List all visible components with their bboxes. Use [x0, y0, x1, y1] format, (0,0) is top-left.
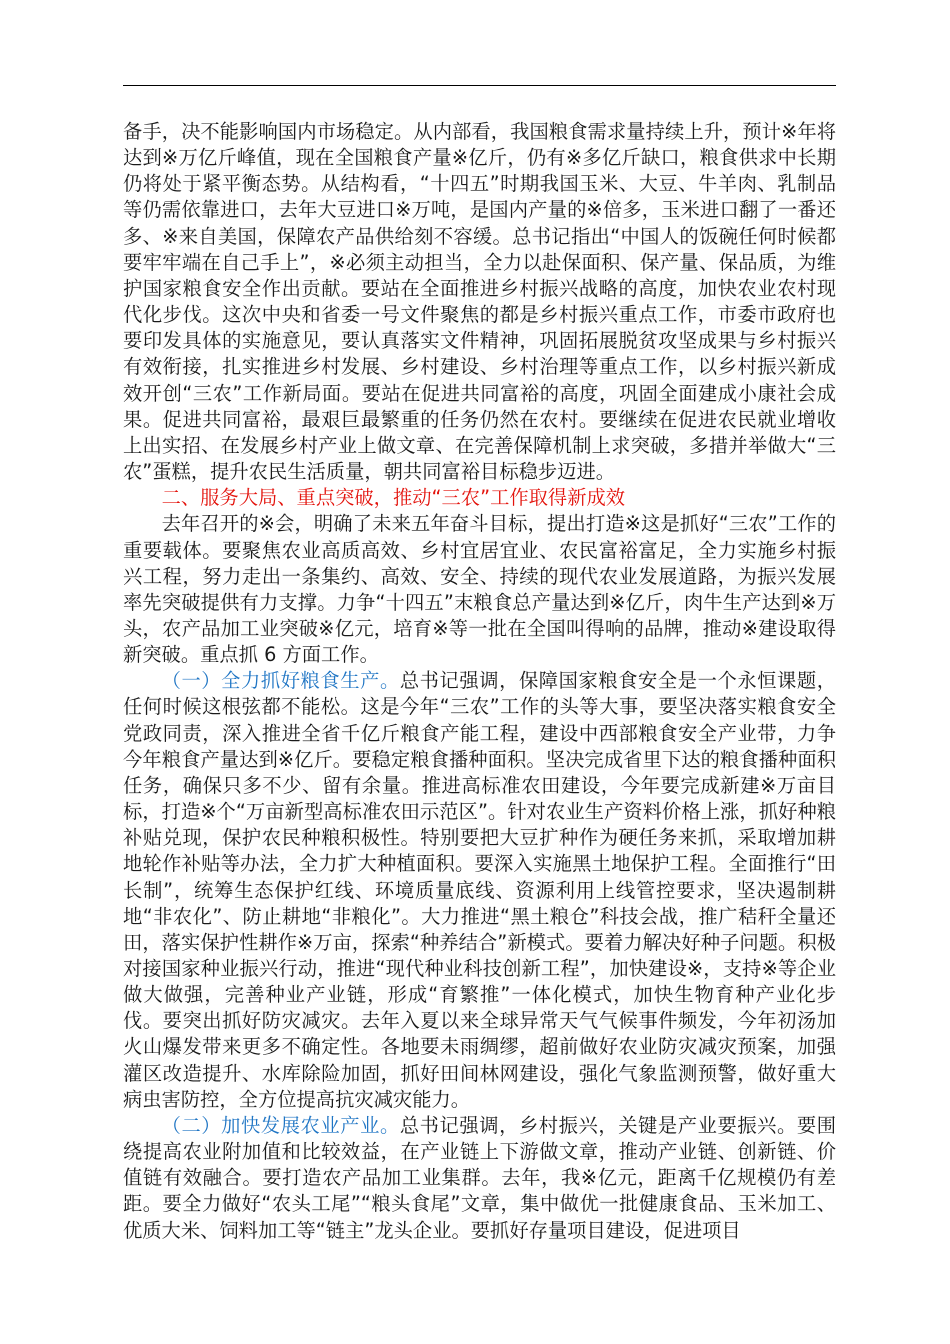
document-body: [123, 119, 836, 1244]
subsection-2: [123, 1113, 836, 1244]
subsection-1-body: 总书记强调，保障国家粮食安全是一个永恒课题，任何时候这根弦都不能松。这是今年“三农”工作的头等大事，要坚决落实粮食安全党政同责，深入推进全省千亿斤粮食产能工程，建设中西部粮食安全产业带，力争今年粮食产量达到※亿斤。要稳定粮食播种面积。坚决完成省里下达的粮食播种面积任务，确保只多不少、留有余量。推进高标准农田建设，今年要完成新建※万亩目标，打造※个“万亩新型高标准农田示范区”。针对农业生产资料价格上涨，抓好种粮补贴兑现，保护农民种粮积极性。特别要把大豆扩种作为硬任务来抓，采取增加耕地轮作补贴等办法，全力扩大种植面积。要深入实施黑土地保护工程。全面推行“田长制”，统筹生态保护红线、环境质量底线、资源利用上线管控要求，坚决遏制耕地“非农化”、防止耕地“非粮化”。大力推进“黑土粮仓”科技会战，推广秸秆全量还田，落实保护性耕作※万亩，探索“种养结合”新模式。要着力解决好种子问题。积极对接国家种业振兴行动，推进“现代种业科技创新工程”，加快建设※，支持※等企业做大做强，完善种业产业链，形成“育繁推”一体化模式，加快生物育种产业化步伐。要突出抓好防灾减灾。去年入夏以来全球异常天气气候事件频发，今年初汤加火山爆发带来更多不确定性。各地要未雨绸缪，超前做好农业防灾减灾预案，加强灌区改造提升、水库除险加固，抓好田间林网建设，强化气象监测预警，做好重大病虫害防控，全方位提高抗灾减灾能力。: [123, 669, 837, 1111]
section-heading: 二、服务大局、重点突破，推动“三农”工作取得新成效: [161, 486, 626, 510]
header-rule: [123, 85, 836, 86]
paragraph-2: 去年召开的※会，明确了未来五年奋斗目标，提出打造※这是抓好“三农”工作的重要载体。要聚焦农业高质高效、乡村宜居宜业、农民富裕富足，全力实施乡村振兴工程，努力走出一条集约、高效、安全、持续的现代农业发展道路，为振兴发展率先突破提供有力支撑。力争“十四五”末粮食总产量达到※亿斤，肉牛生产达到※万头，农产品加工业突破※亿元，培育※等一批在全国叫得响的品牌，推动※建设取得新突破。重点抓 6 方面工作。: [123, 512, 836, 667]
subsection-1: [123, 668, 836, 1113]
subsection-1-title: （一）全力抓好粮食生产。: [161, 669, 400, 693]
subsection-2-body: 总书记强调，乡村振兴，关键是产业要振兴。要围绕提高农业附加值和比较效益，在产业链上下游做文章，推动产业链、创新链、价值链有效融合。要打造农产品加工业集群。去年，我※亿元，距离千亿规模仍有差距。要全力做好“农头工尾”“粮头食尾”文章，集中做优一批健康食品、玉米加工、优质大米、饲料加工等“链主”龙头企业。要抓好存量项目建设，促进项目: [123, 1113, 837, 1242]
paragraph-1: 备手，决不能影响国内市场稳定。从内部看，我国粮食需求量持续上升，预计※年将达到※万亿斤峰值，现在全国粮食产量※亿斤，仍有※多亿斤缺口，粮食供求中长期仍将处于紧平衡态势。从结构看，“十四五”时期我国玉米、大豆、牛羊肉、乳制品等仍需依靠进口，去年大豆进口※万吨，是国内产量的※倍多，玉米进口翻了一番还多、※来自美国，保障农产品供给刻不容缓。总书记指出“中国人的饭碗任何时候都要牢牢端在自己手上”，※必须主动担当，全力以赴保面积、保产量、保品质，为维护国家粮食安全作出贡献。要站在全面推进乡村振兴战略的高度，加快农业农村现代化步伐。这次中央和省委一号文件聚焦的都是乡村振兴重点工作，市委市政府也要印发具体的实施意见，要认真落实文件精神，巩固拓展脱贫攻坚成果与乡村振兴有效衔接，扎实推进乡村发展、乡村建设、乡村治理等重点工作，以乡村振兴新成效开创“三农”工作新局面。要站在促进共同富裕的高度，巩固全面建成小康社会成果。促进共同富裕，最艰巨最繁重的任务仍然在农村。要继续在促进农民就业增收上出实招、在发展乡村产业上做文章、在完善保障机制上求突破，多措并举做大“三农”蛋糕，提升农民生活质量，朝共同富裕目标稳步迈进。: [123, 120, 836, 484]
subsection-2-title: （二）加快发展农业产业。: [161, 1113, 400, 1137]
